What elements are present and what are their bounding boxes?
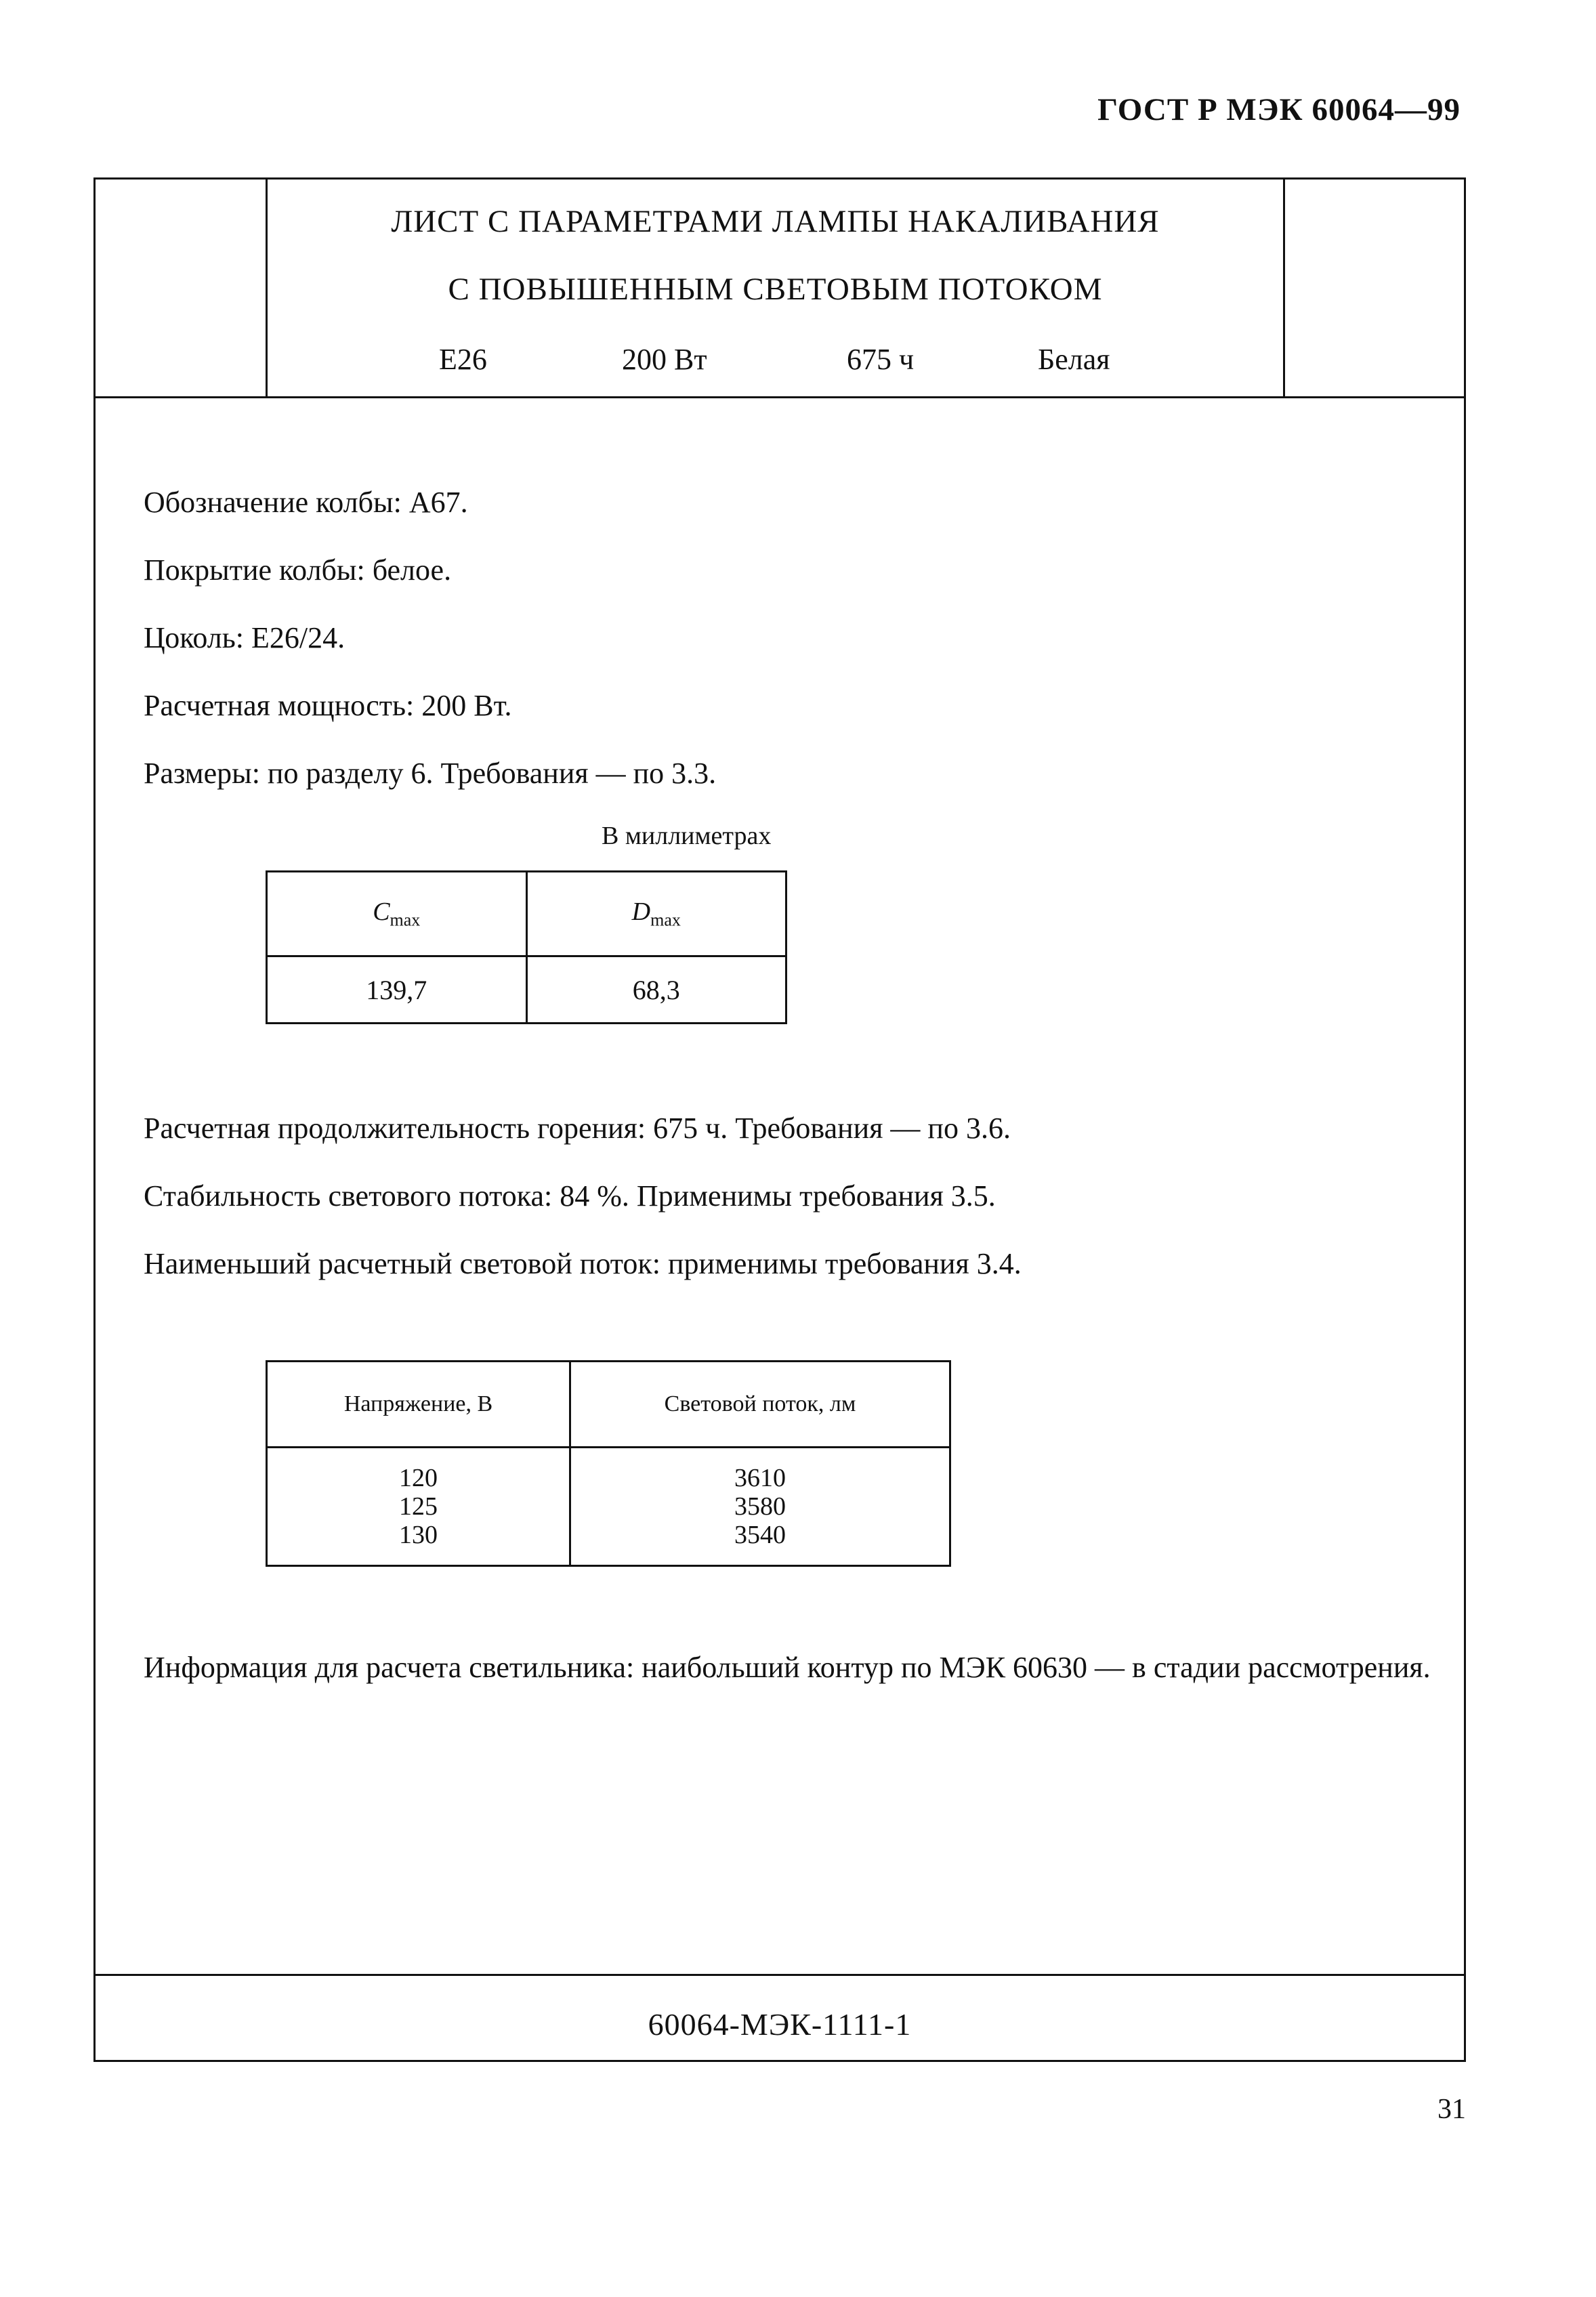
table-row [267,1448,950,1566]
cell-c-max-value: 139,7 [267,956,527,1024]
sheet-title-line2: С ПОВЫШЕННЫМ СВЕТОВЫМ ПОТОКОМ [448,272,1103,307]
para-bulb-designation: Обозначение колбы: А67. [144,486,468,519]
table-header-row [267,872,786,956]
col-header-c-max: $C_{max}$ [267,872,527,956]
para-rated-life: Расчетная продолжительность горения: 675 ч. Требования — по 3.6. [144,1112,1011,1145]
para-lumen-maintenance: Стабильность светового потока: 84 %. Применимы требования 3.5. [144,1179,996,1213]
footer-divider [93,1974,1466,1976]
para-bulb-coating: Покрытие колбы: белое. [144,553,452,587]
col-header-voltage: Напряжение, В [267,1362,570,1448]
header-divider-right [1283,177,1285,398]
dims-units-caption: В миллиметрах [602,822,772,850]
col-header-flux: Световой поток, лм [570,1362,950,1448]
sheet-title-line1: ЛИСТ С ПАРАМЕТРАМИ ЛАМПЫ НАКАЛИВАНИЯ [391,204,1160,239]
flux-value: 3610 [734,1464,786,1492]
para-min-flux: Наименьший расчетный световой поток: применимы требования 3.4. [144,1247,1022,1280]
dimensions-table [266,870,787,1024]
flux-cell [570,1448,950,1566]
page-number: 31 [1437,2094,1466,2125]
flux-value: 3580 [734,1492,786,1521]
spec-life: 675 ч [847,343,915,376]
para-luminaire-info: Информация для расчета светильника: наибольший контур по МЭК 60630 — в стадии рассмотрения. [144,1651,1431,1684]
para-dimensions: Размеры: по разделу 6. Требования — по 3.3. [144,757,717,790]
voltage-cell [267,1448,570,1566]
table-header-row [267,1362,950,1448]
col-header-d-max: $D_{max}$ [526,872,786,956]
spec-power: 200 Вт [622,343,707,376]
voltage-value: 130 [399,1521,438,1549]
cell-d-max-value: 68,3 [526,956,786,1024]
table-row [267,956,786,1024]
voltage-value: 120 [399,1464,438,1492]
flux-value: 3540 [734,1521,786,1549]
document-code: ГОСТ Р МЭК 60064—99 [1097,92,1461,127]
voltage-value: 125 [399,1492,438,1521]
spec-finish: Белая [1038,343,1110,376]
para-cap: Цоколь: Е26/24. [144,621,345,654]
flux-table [266,1360,951,1567]
sheet-code: 60064-МЭК-1111-1 [648,2007,912,2042]
para-rated-power: Расчетная мощность: 200 Вт. [144,689,512,722]
spec-base: E26 [439,343,487,376]
